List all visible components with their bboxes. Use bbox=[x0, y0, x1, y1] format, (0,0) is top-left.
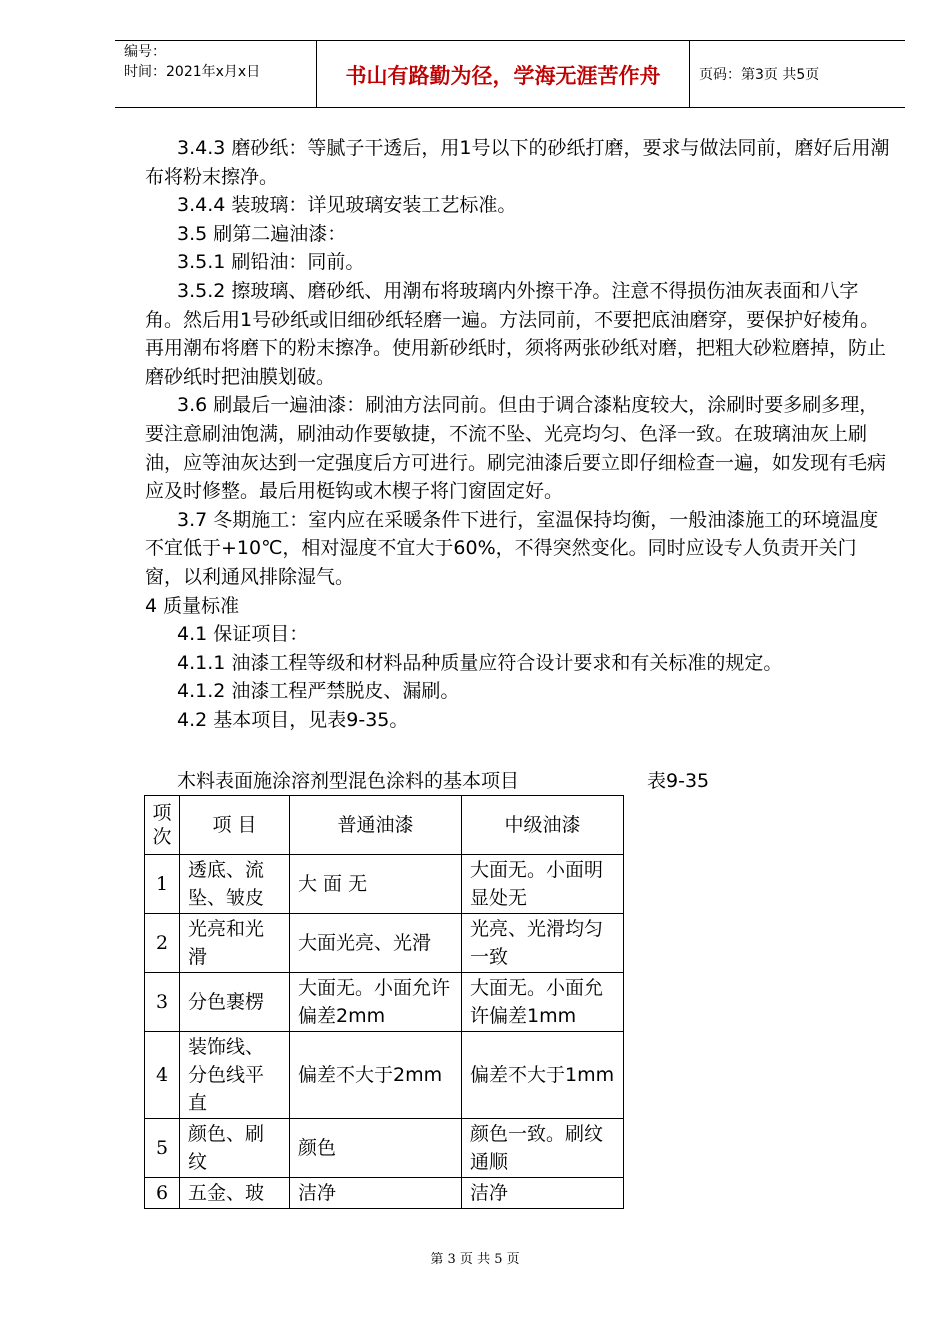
header-page-label: 页码：第3页 共5页 bbox=[699, 67, 820, 83]
paragraph-4-1-2: 4.1.2 油漆工程严禁脱皮、漏刷。 bbox=[177, 680, 460, 703]
header-bottom-rule bbox=[115, 107, 905, 108]
paragraph-4-2: 4.2 基本项目，见表9-35。 bbox=[177, 708, 409, 731]
header-cell-medium: 中级油漆 bbox=[462, 796, 624, 855]
header-divider-right bbox=[689, 40, 690, 107]
cell-item: 五金、玻 bbox=[180, 1178, 290, 1209]
footer-page-current: 第 3 页 bbox=[430, 1252, 473, 1267]
cell-item: 装饰线、分色线平直 bbox=[180, 1032, 290, 1119]
section-heading-4: 4 质量标准 bbox=[145, 594, 240, 617]
cell-item: 分色裹楞 bbox=[180, 973, 290, 1032]
header-code-label: 编号： bbox=[124, 44, 166, 60]
table-row bbox=[145, 914, 624, 973]
table-number: 表9-35 bbox=[647, 770, 710, 792]
paragraph-3-4-4: 3.4.4 装玻璃：详见玻璃安装工艺标准。 bbox=[177, 194, 517, 217]
table-row bbox=[145, 1178, 624, 1209]
cell-item: 光亮和光滑 bbox=[180, 914, 290, 973]
header-top-rule bbox=[115, 40, 905, 41]
cell-item: 透底、流坠、皱皮 bbox=[180, 855, 290, 914]
cell-medium: 颜色一致。刷纹通顺 bbox=[462, 1119, 624, 1178]
cell-medium: 偏差不大于1mm bbox=[462, 1032, 624, 1119]
paragraph-3-6: 3.6 刷最后一遍油漆：刷油方法同前。但由于调合漆粘度较大，涂刷时要多刷多理，要注意刷油饱满，刷油动作要敏捷，不流不坠、光亮均匀、色泽一致。在玻璃油灰上刷油，应等油灰达到一定强度后方可进行。刷完油漆后要立即仔细检查一遍，如发现有毛病应及时修整。最后用梃钩或木楔子将门窗固定好。 bbox=[145, 394, 887, 503]
header-motto: 书山有路勤为径，学海无涯苦作舟 bbox=[345, 63, 661, 88]
cell-normal: 大 面 无 bbox=[290, 855, 462, 914]
table-row bbox=[145, 1119, 624, 1178]
paragraph-4-1: 4.1 保证项目： bbox=[177, 623, 309, 646]
cell-normal: 大面光亮、光滑 bbox=[290, 914, 462, 973]
header-time-label: 时间：2021年x月x日 bbox=[124, 64, 261, 80]
cell-index: 1 bbox=[145, 855, 180, 914]
table-row bbox=[145, 1032, 624, 1119]
header-cell-index: 项次 bbox=[145, 796, 180, 855]
cell-index: 4 bbox=[145, 1032, 180, 1119]
cell-medium: 光亮、光滑均匀一致 bbox=[462, 914, 624, 973]
footer-page-total: 共 5 页 bbox=[477, 1252, 520, 1267]
cell-normal: 洁净 bbox=[290, 1178, 462, 1209]
table-caption-row bbox=[177, 768, 710, 794]
table-row bbox=[145, 855, 624, 914]
header-cell-normal: 普通油漆 bbox=[290, 796, 462, 855]
cell-index: 3 bbox=[145, 973, 180, 1032]
table-row bbox=[145, 973, 624, 1032]
document-body bbox=[145, 134, 890, 734]
cell-index: 6 bbox=[145, 1178, 180, 1209]
cell-index: 2 bbox=[145, 914, 180, 973]
page-footer bbox=[0, 1248, 950, 1267]
cell-normal: 偏差不大于2mm bbox=[290, 1032, 462, 1119]
quality-table bbox=[144, 795, 624, 1209]
header-cell-item: 项 目 bbox=[180, 796, 290, 855]
paragraph-3-5: 3.5 刷第二遍油漆： bbox=[177, 222, 347, 245]
cell-normal: 大面无。小面允许偏差2mm bbox=[290, 973, 462, 1032]
cell-normal: 颜色 bbox=[290, 1119, 462, 1178]
header-meta bbox=[124, 42, 260, 82]
cell-item: 颜色、刷纹 bbox=[180, 1119, 290, 1178]
cell-medium: 大面无。小面明显处无 bbox=[462, 855, 624, 914]
cell-index: 5 bbox=[145, 1119, 180, 1178]
paragraph-3-5-2: 3.5.2 擦玻璃、磨砂纸、用潮布将玻璃内外擦干净。注意不得损伤油灰表面和八字角。然后用1号砂纸或旧细砂纸轻磨一遍。方法同前，不要把底油磨穿，要保护好棱角。再用潮布将磨下的粉末擦净。使用新砂纸时，须将两张砂纸对磨，把粗大砂粒磨掉，防止磨砂纸时把油膜划破。 bbox=[145, 279, 887, 388]
paragraph-3-4-3: 3.4.3 磨砂纸：等腻子干透后，用1号以下的砂纸打磨，要求与做法同前，磨好后用潮布将粉末擦净。 bbox=[145, 137, 890, 188]
table-caption: 木料表面施涂溶剂型混色涂料的基本项目 bbox=[177, 770, 520, 792]
cell-medium: 洁净 bbox=[462, 1178, 624, 1209]
paragraph-4-1-1: 4.1.1 油漆工程等级和材料品种质量应符合设计要求和有关标准的规定。 bbox=[177, 651, 783, 674]
cell-medium: 大面无。小面允许偏差1mm bbox=[462, 973, 624, 1032]
table-header-row bbox=[145, 796, 624, 855]
paragraph-3-5-1: 3.5.1 刷铅油：同前。 bbox=[177, 251, 365, 274]
paragraph-3-7: 3.7 冬期施工：室内应在采暖条件下进行，室温保持均衡，一般油漆施工的环境温度不宜低于+10℃，相对湿度不宜大于60%，不得突然变化。同时应设专人负责开关门窗，以利通风排除湿气。 bbox=[145, 508, 879, 588]
